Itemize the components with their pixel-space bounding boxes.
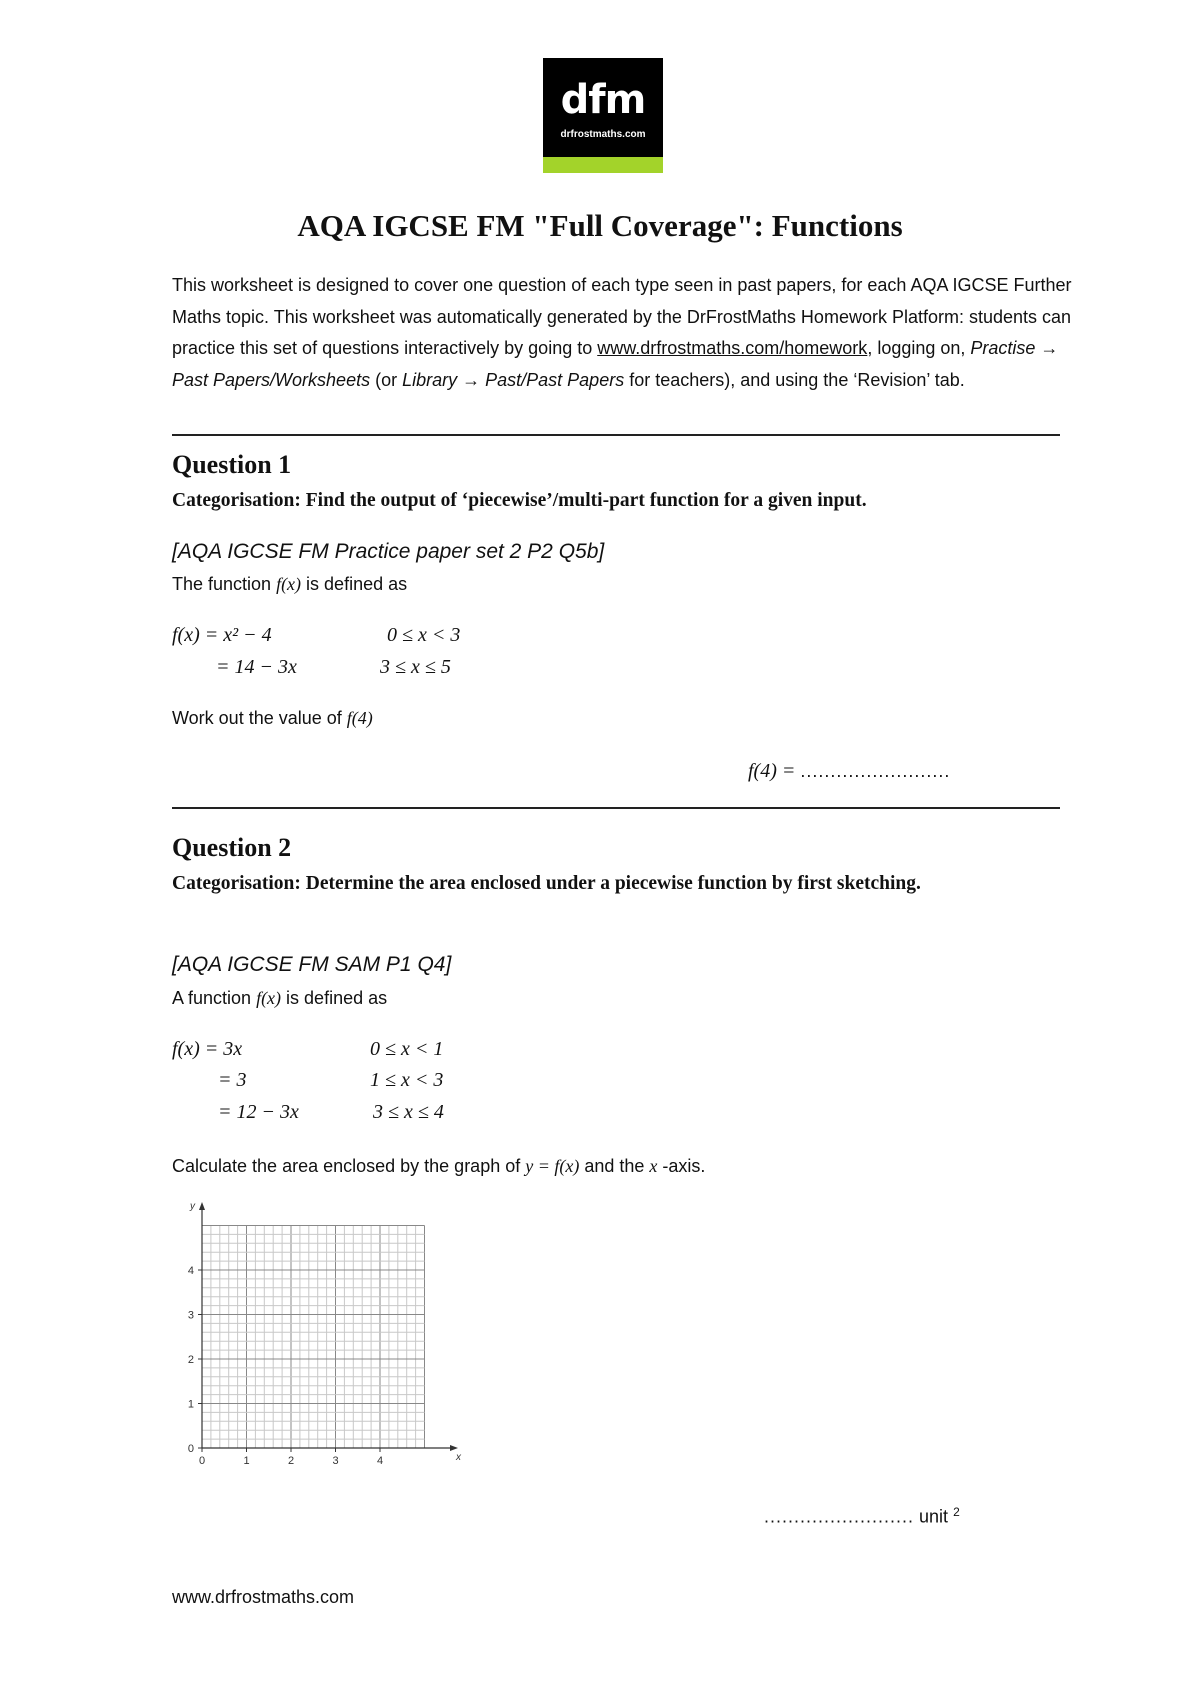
q1-categorisation: Categorisation: Find the output of ‘piecewise’/multi-part function for a given input. <box>172 490 867 511</box>
q1-intro-text: is defined as <box>301 574 408 594</box>
q2-row1-expr: f(x) = 3x <box>172 1038 243 1060</box>
q2-calc-text: -axis. <box>657 1156 706 1176</box>
logo-text: dfm <box>560 77 646 123</box>
q2-source: [AQA IGCSE FM SAM P1 Q4] <box>172 953 452 976</box>
x-tick-label: 2 <box>287 1455 295 1467</box>
q2-row2-expr: = 3 <box>218 1069 247 1091</box>
intro-text: This worksheet is designed to cover one question of each type seen in past papers, for each AQA IGCSE Further Maths topic. This worksheet was automatically generated by the DrFrostMaths Homework Platform: students can practice this set of questions interactively by going to <box>172 275 1072 358</box>
y-tick-label: 3 <box>187 1309 194 1322</box>
x-tick-label: 1 <box>243 1455 250 1467</box>
q2-calc-eq: y = f(x) <box>525 1156 580 1176</box>
q2-answer-line[interactable] <box>764 1505 960 1527</box>
q2-answer-dots[interactable]: ......................... <box>764 1506 915 1527</box>
q2-row2-cond: 1 ≤ x < 3 <box>370 1069 444 1091</box>
q1-answer-line[interactable] <box>748 760 950 783</box>
q2-calc <box>172 1156 705 1177</box>
y-tick-label: 2 <box>187 1354 194 1366</box>
q1-heading: Question 1 <box>172 450 292 479</box>
footer-url: www.drfrostmaths.com <box>172 1587 355 1607</box>
q2-row1-cond: 0 ≤ x < 1 <box>370 1038 444 1060</box>
q2-calc-x: x <box>649 1156 658 1176</box>
intro-paragraph <box>172 270 1072 396</box>
q2-intro <box>172 988 387 1009</box>
q2-calc-text: Calculate the area enclosed by the graph of <box>172 1156 526 1176</box>
y-tick-label: 4 <box>187 1265 194 1277</box>
answer-grid[interactable] <box>172 1201 461 1470</box>
q1-row2-expr: = 14 − 3x <box>216 656 297 678</box>
q2-intro-text: A function <box>172 988 257 1008</box>
q1-work <box>172 708 373 729</box>
divider <box>172 434 1060 436</box>
q1-intro-fx: f(x) <box>276 574 302 594</box>
x-tick-label: 0 <box>198 1455 206 1467</box>
y-axis-arrow <box>199 1202 205 1210</box>
q1-row1-cond: 0 ≤ x < 3 <box>387 624 461 646</box>
q2-intro-fx: f(x) <box>256 988 282 1008</box>
q1-work-text: Work out the value of <box>172 708 347 728</box>
q1-work-f: f(4) <box>346 708 373 728</box>
x-axis-arrow <box>450 1445 458 1451</box>
q2-calc-text: and the <box>579 1156 650 1176</box>
q2-answer-unit-sup: 2 <box>953 1505 960 1519</box>
q2-categorisation: Categorisation: Determine the area enclosed under a piecewise function by first sketching. <box>172 873 921 894</box>
y-tick-label: 0 <box>187 1443 194 1455</box>
homework-link[interactable]: www.drfrostmaths.com/homework <box>597 338 868 358</box>
intro-practise-path: Practise → Past Papers/Worksheets <box>172 338 1059 390</box>
logo-green-band <box>543 157 663 173</box>
q1-intro-text: The function <box>172 574 277 594</box>
q2-intro-text: is defined as <box>281 988 388 1008</box>
q2-row3-cond: 3 ≤ x ≤ 4 <box>373 1101 444 1123</box>
logo-url: drfrostmaths.com <box>560 129 646 140</box>
q1-intro <box>172 574 407 595</box>
intro-text: , logging on, <box>867 338 971 358</box>
page-title: AQA IGCSE FM "Full Coverage": Functions <box>297 208 903 243</box>
q1-row1-expr: f(x) = x² − 4 <box>172 624 272 646</box>
x-axis-label: x <box>456 1452 461 1463</box>
q1-answer-dots[interactable]: ......................... <box>800 761 951 781</box>
dfm-logo <box>543 58 663 173</box>
q1-source: [AQA IGCSE FM Practice paper set 2 P2 Q5b] <box>172 540 605 563</box>
x-tick-label: 3 <box>332 1455 339 1467</box>
grid-lines <box>202 1226 425 1449</box>
q2-answer-unit: unit <box>914 1506 954 1527</box>
divider <box>172 807 1060 809</box>
y-tick-label: 1 <box>187 1398 194 1411</box>
q1-row2-cond: 3 ≤ x ≤ 5 <box>380 656 451 678</box>
intro-text: (or <box>370 369 403 390</box>
intro-text: for teachers), and using the ‘Revision’ tab. <box>624 369 965 390</box>
q2-row3-expr: = 12 − 3x <box>218 1101 299 1123</box>
y-axis-label: y <box>190 1201 195 1212</box>
q1-answer-label: f(4) = <box>748 760 801 782</box>
q2-heading: Question 2 <box>172 833 292 862</box>
x-tick-label: 4 <box>376 1455 384 1467</box>
intro-library-path: Library → Past/Past Papers <box>402 369 625 390</box>
